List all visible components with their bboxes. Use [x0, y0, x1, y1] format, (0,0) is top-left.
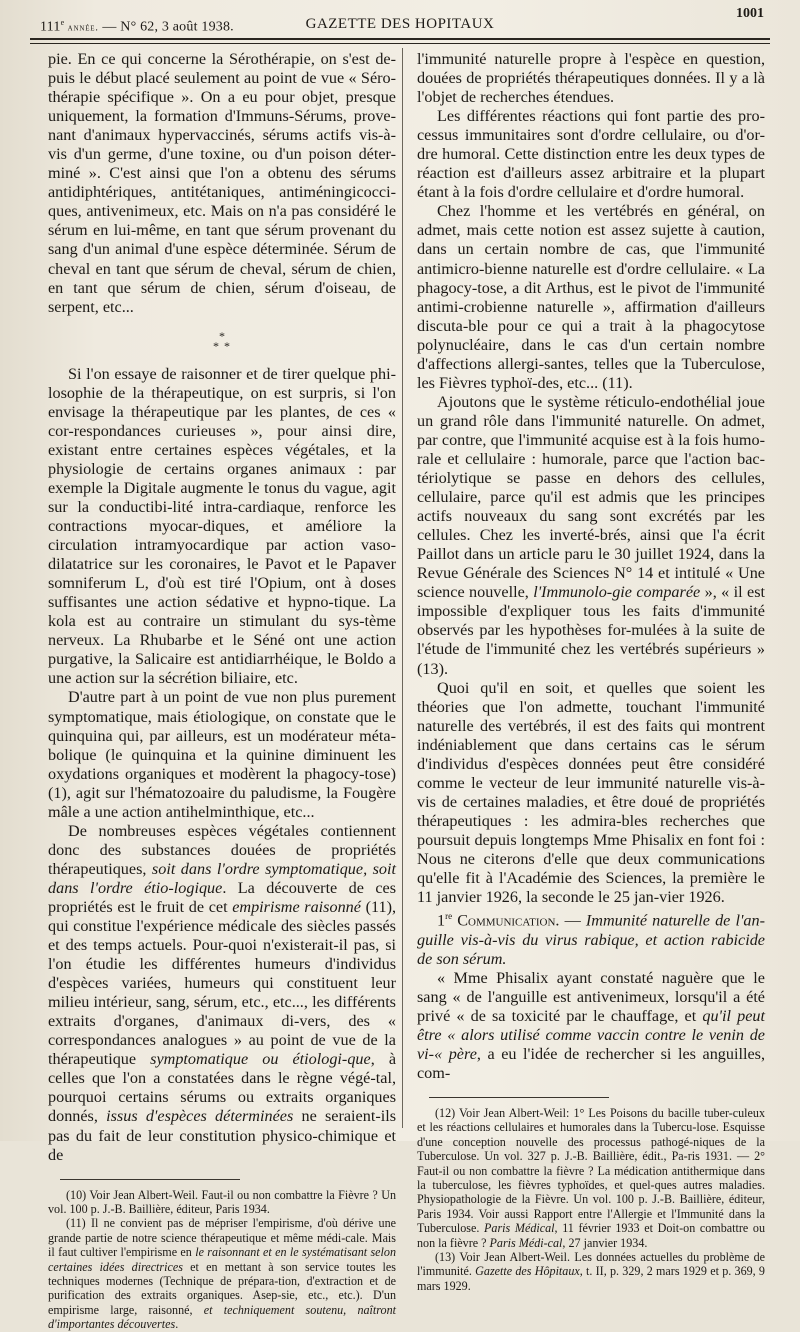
- paragraph: Si l'on essaye de raisonner et de tirer quelque phi-losophie de la thérapeutique, on est surpris, si l'on envisage la thérapeutique par les plantes, de ces « cor-respondances curieuses », pour ainsi dire, existant entre certaines espèces végétales, et la physiologie de certains organes animaux : par exemple la Digitale augmente le tonus du vague, agit sur la conductibi-lité intra-cardiaque, renforce les contractions myocar-diques, et améliore la circulation intramyocardique par action vaso-dilatatrice sur les coronaires, le Pavot et le Papaver somniferum L, d'où est tiré l'Opium, ont à doses suffisantes une action sédative et hypno-tique. La kola est au contraire un stimulant du sys-tème nerveux. La Rhubarbe et le Séné ont une action purgative, la Salicaire est antidiarrhéique, le Boldo a une action sur la sécrétion biliaire, etc.: [48, 364, 396, 688]
- footnote-11: (11) Il ne convient pas de mépriser l'empirisme, d'où dérive une grande partie de notre science thérapeutique et même médi-cale. Mais il faut cultiver l'empirisme en le raisonnant et en le systématisant selon certaines idées directrices et en mettant à son service toutes les techniques modernes (Technique de prépara-tion, d'extraction et de purification des extraits organiques. Asep-sie, etc., etc.). D'un empirisme large, raisonné, et techniquement soutenu, naîtront d'importantes découvertes.: [48, 1216, 396, 1332]
- page-number: 1001: [736, 6, 764, 21]
- header-rule: [30, 38, 770, 40]
- section-separator: * * *: [213, 328, 231, 353]
- paragraph: « Mme Phisalix ayant constaté naguère que le sang « de l'anguille est antivenimeux, lorsqu'il a été privé « de sa toxicité par le chauffage, et qu'il peut être « alors utilisé comme vaccin contre le venin de vi-« père, a eu l'idée de rechercher si les anguilles, com-: [417, 968, 765, 1082]
- footnote-rule: [429, 1097, 609, 1098]
- paragraph: Ajoutons que le système réticulo-endothélial joue un grand rôle dans l'immunité naturelle. On admet, par contre, que l'immunité acquise est à la fois humo-rale et cellulaire : humorale, parce que l'action bac-tériolytique se passe en dehors des cellules, cellulaire, parce qu'il est admis que les principes actifs nouveaux du sang sont excrétés par les cellules. Chez les inverté-brés, ainsi que l'a écrit Paillot dans un article paru le 30 juillet 1924, dans la Revue Générale des Sciences N° 14 et intitulé « Une science nouvelle, l'Immunolo-gie comparée », « il est impossible d'expliquer tous les faits d'immunité observés par les hypothèses for-mulées à la suite de l'étude de l'immunité chez les vertébrés supérieurs » (13).: [417, 392, 765, 678]
- paragraph: l'immunité naturelle propre à l'espèce en question, douées de propriétés thérapeutiques données. Il y a là l'objet de recherches étendues.: [417, 50, 765, 107]
- journal-title: GAZETTE DES HOPITAUX: [305, 16, 495, 32]
- footnote-10: (10) Voir Jean Albert-Weil. Faut-il ou non combattre la Fièvre ? Un vol. 100 p. J.-B. Baillière, éditeur, Paris 1934.: [48, 1187, 396, 1217]
- paragraph: De nombreuses espèces végétales contiennent donc des substances douées de propriétés thérapeutiques, soit dans l'ordre symptomatique, soit dans l'ordre étio-logique. La découverte de ces propriétés est le fruit de cet empirisme raisonné (11), qui constitue l'expérience médicale des siècles passés et des temps actuels. Pour-quoi n'existerait-il pas, si l'on étudie les différentes humeurs d'individus d'espèces variées, humeurs qui constituent leur milieu intérieur, sang, sérum, etc., etc..., les différents extraits d'organes, d'animaux di-vers, des « correspondances analogues » au point de vue de la thérapeutique symptomatique ou étiologi-que, à celles que l'on a constatées dans le règne végé-tal, pourquoi certains sérums ou extraits organiques donnés, issus d'espèces déterminées ne seraient-ils pas du fait de leur constitution physico-chimique et de: [48, 821, 397, 1164]
- section-heading: 1re Communication. — Immunité naturelle de l'an-guille vis-à-vis du virus rabique, et action rabicide de son sérum.: [417, 911, 766, 968]
- right-column: [417, 50, 765, 1293]
- paragraph: D'autre part à un point de vue non plus purement symptomatique, mais étiologique, on constate que le quinquina qui, par ailleurs, est un modérateur méta-bolique (le quinquina et la quinine diminuent les oxydations organiques et modèrent la phagocy-tose) (1), agit sur l'hématozoaire du paludisme, la Fougère mâle a une action antihelminthique, etc...: [48, 688, 396, 821]
- column-divider: [402, 48, 403, 1128]
- header-rule-thin: [30, 43, 770, 44]
- left-column: [48, 50, 396, 1332]
- footnote-13: (13) Voir Jean Albert-Weil. Les données actuelles du problème de l'immunité. Gazette des Hôpitaux, t. II, p. 329, 2 mars 1929 et p. 369, 9 mars 1929.: [417, 1249, 765, 1293]
- paragraph: Quoi qu'il en soit, et quelles que soient les théories que l'on admette, touchant l'immunité naturelle des vertébrés, il est des faits qui montrent indéniablement que dans certains cas le sérum d'individus d'espèces données peut être considéré comme le vecteur de leur immunité naturelle vis-à-vis de certaines maladies, et être doué de propriétés thérapeutiques : les admira-bles recherches que poursuit depuis longtemps Mme Phisalix en font foi : Nous ne citerons d'elle que deux communications qu'elle fit à l'Académie des Sciences, la première le 11 janvier 1926, la seconde le 25 jan-vier 1926.: [417, 678, 765, 907]
- issue-info: 111e année. — N° 62, 3 août 1938.: [40, 18, 234, 35]
- paragraph: pie. En ce qui concerne la Sérothérapie, on s'est de-puis le début placé seulement au point de vue « Séro-thérapie spécifique ». On a eu pour objet, presque uniquement, la formation d'Immuns-Sérums, prove-nant d'animaux hypervaccinés, sérums actifs vis-à-vis d'un germe, d'une toxine, ou d'un poison déter-miné ». C'est ainsi que l'on a obtenu des sérums antidiphtériques, antitétaniques, antiméningicocci-ques, antivenimeux, etc. Mais on n'a pas considéré le sérum en lui-même, en tant que sérum provenant du sang d'un animal d'une espèce déterminée. Sérum de cheval en tant que sérum de cheval, sérum de chien, en tant que sérum de chien, sérum d'oiseau, de serpent, etc...: [48, 50, 396, 316]
- footnote-rule: [60, 1179, 240, 1180]
- footnotes: [48, 1188, 396, 1332]
- paragraph: Chez l'homme et les vertébrés en général, on admet, mais cette notion est assez sujette à caution, dans un certain nombre de cas, que l'immunité antimicro-bienne naturelle est d'ordre cellulaire. « La phagocy-tose, a dit Arthus, est le pivot de l'immunité antimi-crobienne naturelle », affirmation d'ailleurs discuta-ble pour ce qui a trait à la phagocytose polynucléaire, dans le cas d'un certain nombre d'affections allergi-santes, telles que la Tuberculose, les Fièvres typhoï-des, etc... (11).: [417, 202, 765, 392]
- page-header: [30, 6, 770, 36]
- footnotes: [417, 1106, 765, 1293]
- paragraph: Les différentes réactions qui font partie des pro-cessus immunitaires sont d'ordre cellulaire, ou d'or-dre humoral. Cette distinction entre les deux types de réaction est d'ailleurs assez arbitraire et la plupart étant à la fois d'ordre cellulaire et d'ordre humoral.: [417, 107, 765, 202]
- footnote-12: (12) Voir Jean Albert-Weil: 1° Les Poisons du bacille tuber-culeux et les réactions cellulaires et humorales dans la Tubercu-lose. Esquisse d'une conception nouvelle des processus pathogé-niques de la Tuberculose. Un vol. 327 p. J.-B. Baillière, édit., Pa-ris 1931. — 2° Faut-il ou non combattre la fièvre ? La médication antithermique dans la tuberculose, les fièvres typhoïdes, et quel-ques autres maladies. Physiopathologie de la Fièvre. Un vol. 100 p. J.-B. Baillière, éditeur, Paris 1934. Voir aussi Rapport entre l'Allergie et l'Immunité dans la Tuberculose. Paris Médical, 11 février 1933 et Doit-on combattre ou non la fièvre ? Paris Médi-cal, 27 janvier 1934.: [417, 1105, 765, 1250]
